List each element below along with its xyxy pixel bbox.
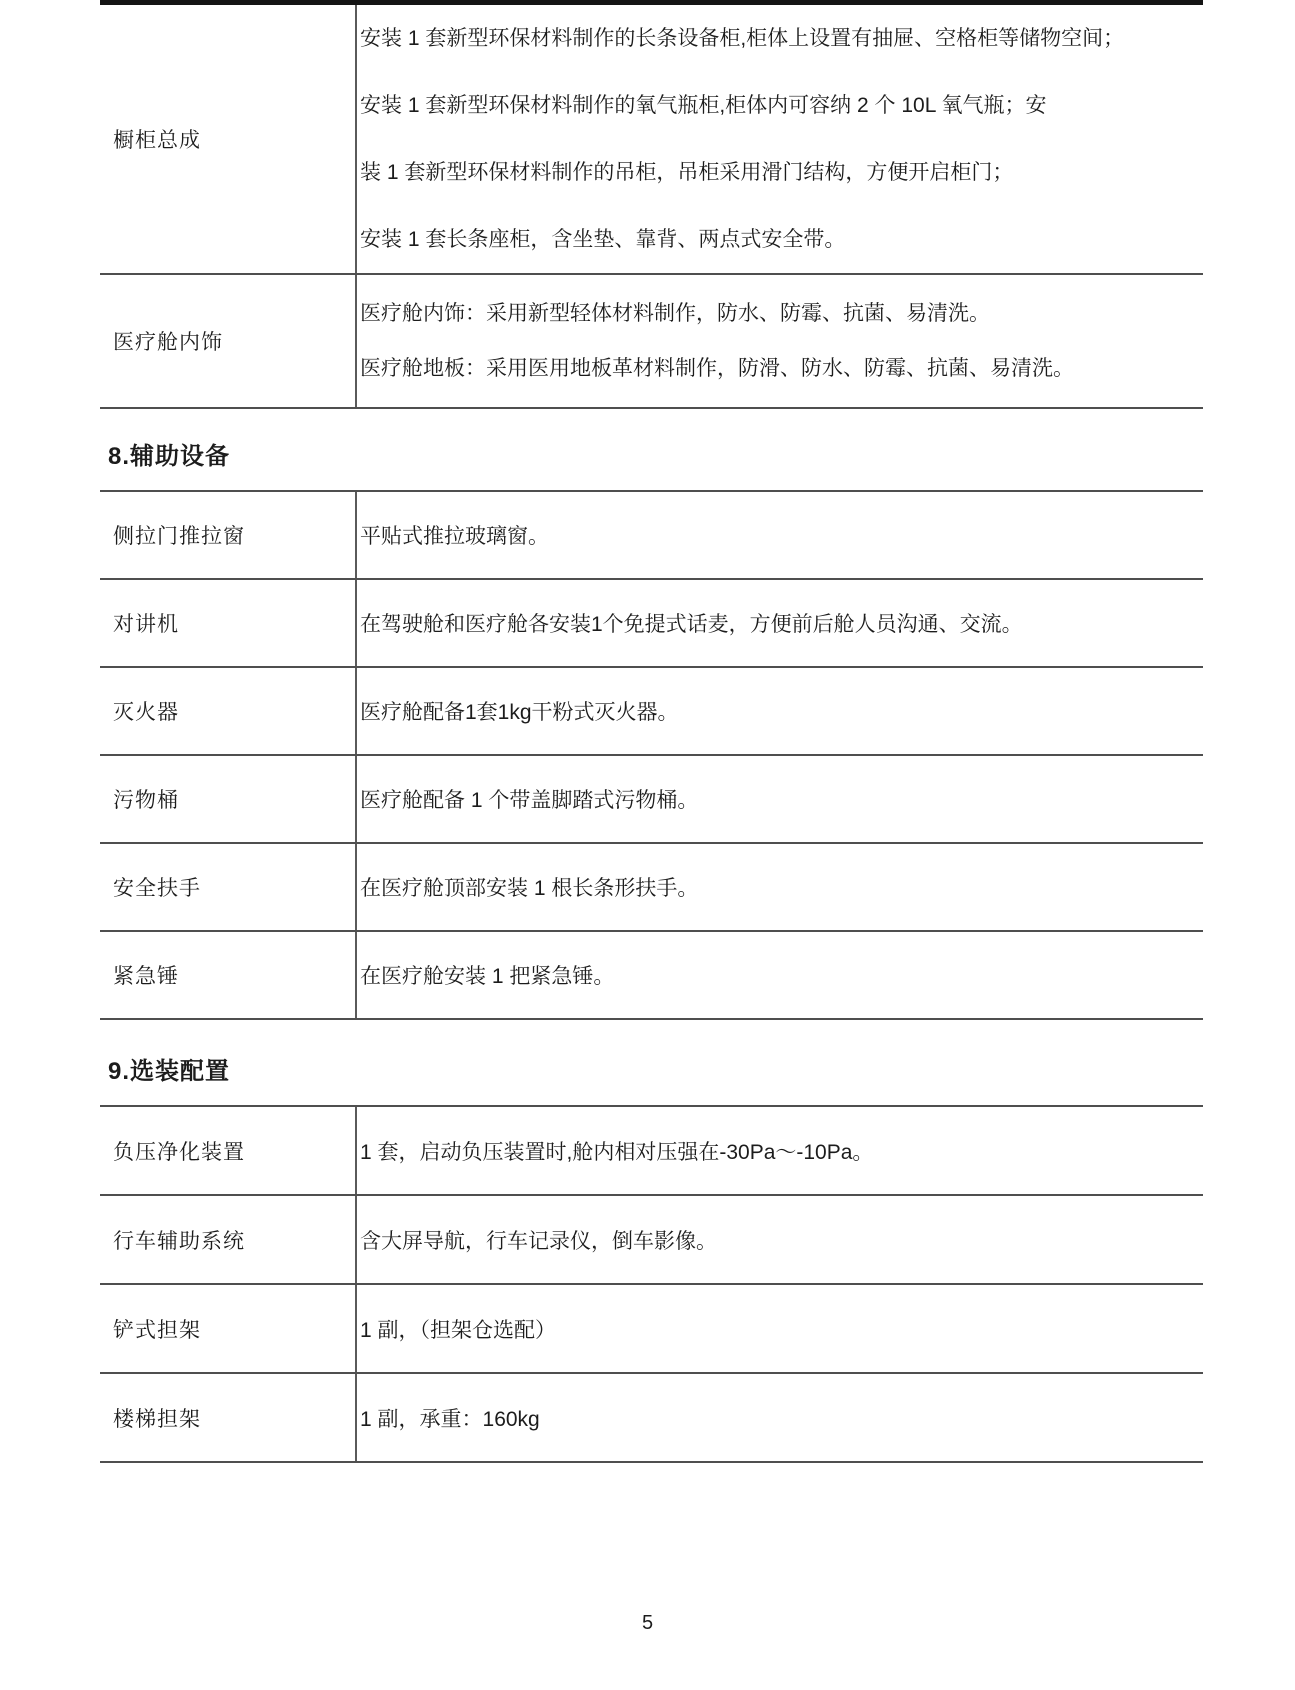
table-row	[100, 668, 1203, 756]
row-label-text: 楼梯担架	[113, 1407, 201, 1431]
row-content	[357, 5, 1203, 273]
table-row	[100, 1196, 1203, 1285]
row-label-text: 负压净化装置	[113, 1140, 245, 1164]
row-label	[100, 844, 357, 930]
content-line: 含大屏导航，行车记录仪，倒车影像。	[360, 1229, 717, 1253]
document-body	[100, 0, 1203, 1463]
row-label-text: 紧急锤	[113, 965, 179, 988]
spec-table-cabinet	[100, 0, 1203, 409]
content-line: 医疗舱内饰：采用新型轻体材料制作，防水、防霉、抗菌、易清洗。	[360, 302, 990, 325]
content-line: 安装 1 套长条座柜，含坐垫、靠背、两点式安全带。	[360, 228, 846, 251]
table-row	[100, 1374, 1203, 1463]
table-row	[100, 756, 1203, 844]
row-content	[357, 1196, 1203, 1283]
table-row	[100, 1107, 1203, 1196]
section-heading-optional-config: 9.选装配置	[108, 1058, 231, 1085]
spec-table-auxiliary	[100, 490, 1203, 1020]
row-content	[357, 1285, 1203, 1372]
row-label-text: 橱柜总成	[113, 129, 201, 152]
row-content	[357, 1107, 1203, 1194]
row-label	[100, 492, 357, 578]
row-label	[100, 1374, 357, 1461]
row-content	[357, 275, 1203, 407]
content-line: 医疗舱配备 1 个带盖脚踏式污物桶。	[360, 789, 699, 812]
table-row	[100, 275, 1203, 409]
content-line: 装 1 套新型环保材料制作的吊柜，吊柜采用滑门结构，方便开启柜门；	[360, 161, 1014, 184]
table-row	[100, 844, 1203, 932]
content-line: 在医疗舱顶部安装 1 根长条形扶手。	[360, 877, 699, 900]
content-line: 医疗舱配备1套1kg干粉式灭火器。	[360, 701, 679, 724]
row-label	[100, 756, 357, 842]
table-row	[100, 580, 1203, 668]
row-label	[100, 932, 357, 1018]
section-heading-auxiliary-equipment: 8.辅助设备	[108, 443, 231, 470]
content-line: 1 套，启动负压装置时,舱内相对压强在-30Pa～-10Pa。	[360, 1140, 874, 1164]
table-row	[100, 1285, 1203, 1374]
table-row	[100, 932, 1203, 1020]
row-label	[100, 5, 357, 273]
row-content	[357, 1374, 1203, 1461]
row-content	[357, 580, 1203, 666]
content-line: 平贴式推拉玻璃窗。	[360, 525, 549, 548]
row-content	[357, 932, 1203, 1018]
row-label-text: 安全扶手	[113, 877, 201, 900]
row-content	[357, 668, 1203, 754]
row-label	[100, 1285, 357, 1372]
table-row	[100, 5, 1203, 275]
row-label-text: 铲式担架	[113, 1318, 201, 1342]
content-line: 1 副，承重：160kg	[360, 1407, 540, 1431]
spec-table-optional	[100, 1105, 1203, 1463]
row-label	[100, 668, 357, 754]
row-label-text: 侧拉门推拉窗	[113, 525, 245, 548]
row-label-text: 行车辅助系统	[113, 1229, 245, 1253]
row-label-text: 医疗舱内饰	[113, 331, 223, 354]
content-line: 在医疗舱安装 1 把紧急锤。	[360, 965, 615, 988]
row-label-text: 灭火器	[113, 701, 179, 724]
content-line: 医疗舱地板：采用医用地板革材料制作，防滑、防水、防霉、抗菌、易清洗。	[360, 357, 1074, 380]
table-row	[100, 492, 1203, 580]
row-label	[100, 275, 357, 407]
content-line: 安装 1 套新型环保材料制作的氧气瓶柜,柜体内可容纳 2 个 10L 氧气瓶；安	[360, 94, 1047, 117]
row-label-text: 对讲机	[113, 613, 179, 636]
content-line: 1 副，（担架仓选配）	[360, 1318, 557, 1342]
row-label	[100, 1196, 357, 1283]
content-line: 安装 1 套新型环保材料制作的长条设备柜,柜体上设置有抽屉、空格柜等储物空间；	[360, 27, 1125, 50]
content-line: 在驾驶舱和医疗舱各安装1个免提式话麦，方便前后舱人员沟通、交流。	[360, 613, 1023, 636]
row-content	[357, 844, 1203, 930]
row-label	[100, 580, 357, 666]
row-label	[100, 1107, 357, 1194]
row-label-text: 污物桶	[113, 789, 179, 812]
row-content	[357, 492, 1203, 578]
row-content	[357, 756, 1203, 842]
page-number: 5	[641, 1612, 654, 1634]
